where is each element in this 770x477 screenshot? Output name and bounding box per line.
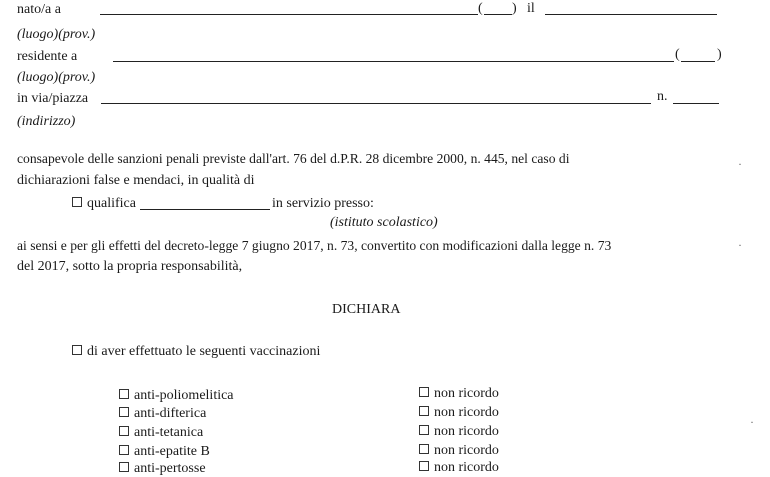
resident-label: residente a (17, 49, 78, 64)
street-hint: (indirizzo) (17, 114, 76, 129)
not-remember-label: non ricordo (434, 443, 499, 458)
vaccine-not-remember[interactable] (419, 405, 499, 421)
vaccine-name: anti-difterica (134, 406, 207, 421)
resident-province-field[interactable] (681, 61, 715, 62)
not-remember-checkbox[interactable] (419, 406, 429, 416)
vaccine-name: anti-pertosse (134, 461, 206, 476)
resident-place-field[interactable] (113, 61, 674, 62)
vaccine-not-remember[interactable] (419, 460, 499, 476)
vaccine-item[interactable] (119, 444, 210, 460)
born-il-label: il (527, 1, 535, 16)
vaccinations-done-checkbox[interactable] (72, 345, 82, 355)
not-remember-label: non ricordo (434, 424, 499, 439)
not-remember-checkbox[interactable] (419, 444, 429, 454)
not-remember-label: non ricordo (434, 386, 499, 401)
scan-mark: · (738, 238, 742, 252)
vaccine-not-remember[interactable] (419, 386, 499, 402)
vaccine-not-remember[interactable] (419, 443, 499, 459)
not-remember-checkbox[interactable] (419, 387, 429, 397)
street-number-field[interactable] (673, 103, 719, 104)
not-remember-checkbox[interactable] (419, 425, 429, 435)
vaccine-name: anti-epatite B (134, 444, 210, 459)
vaccine-item[interactable] (119, 406, 206, 422)
born-date-field[interactable] (545, 14, 717, 15)
born-close-paren: ) (512, 1, 517, 16)
resident-open-paren: ( (675, 47, 680, 62)
born-province-field[interactable] (484, 14, 512, 15)
vaccine-name: anti-tetanica (134, 425, 204, 440)
born-place-field[interactable] (100, 14, 478, 15)
qualifica-label: qualifica (87, 196, 136, 211)
not-remember-checkbox[interactable] (419, 461, 429, 471)
service-label: in servizio presso: (272, 196, 374, 211)
vaccine-checkbox[interactable] (119, 407, 129, 417)
vaccine-checkbox[interactable] (119, 445, 129, 455)
vaccine-item[interactable] (119, 461, 206, 477)
not-remember-label: non ricordo (434, 460, 499, 475)
vaccine-checkbox[interactable] (119, 389, 129, 399)
qualifica-checkbox[interactable] (72, 197, 82, 207)
vaccine-checkbox[interactable] (119, 462, 129, 472)
option-vaccinations-done[interactable] (72, 344, 320, 360)
paragraph-2-line-2: del 2017, sotto la propria responsabilità, (17, 259, 243, 274)
vaccine-item[interactable] (119, 425, 203, 441)
born-hint: (luogo)(prov.) (17, 27, 96, 42)
vaccine-item[interactable] (119, 388, 234, 404)
institute-hint: (istituto scolastico) (330, 215, 438, 230)
street-label: in via/piazza (17, 91, 89, 106)
qualifica-field[interactable] (140, 209, 270, 210)
paragraph-1-line-1: consapevole delle sanzioni penali previste dall'art. 76 del d.P.R. 28 dicembre 2000, n. 445, nel caso di (17, 151, 570, 166)
paragraph-1-line-2: dichiarazioni false e mendaci, in qualità di (17, 173, 255, 188)
scan-mark: · (750, 415, 754, 429)
born-label: nato/a a (17, 2, 61, 17)
resident-hint: (luogo)(prov.) (17, 70, 96, 85)
vaccine-name: anti-poliomelitica (134, 388, 234, 403)
born-open-paren: ( (478, 1, 483, 16)
vaccine-not-remember[interactable] (419, 424, 499, 440)
qualifica-option[interactable] (72, 196, 136, 212)
declaration-title: DICHIARA (332, 302, 401, 317)
resident-close-paren: ) (717, 47, 722, 62)
street-field[interactable] (101, 103, 651, 104)
vaccinations-done-label: di aver effettuato le seguenti vaccinazioni (87, 344, 321, 359)
vaccine-checkbox[interactable] (119, 426, 129, 436)
scan-mark: · (738, 157, 742, 171)
paragraph-2-line-1: ai sensi e per gli effetti del decreto-legge 7 giugno 2017, n. 73, convertito con modificazioni dalla legge n. 73 (17, 238, 612, 253)
street-number-label: n. (657, 89, 668, 104)
not-remember-label: non ricordo (434, 405, 499, 420)
